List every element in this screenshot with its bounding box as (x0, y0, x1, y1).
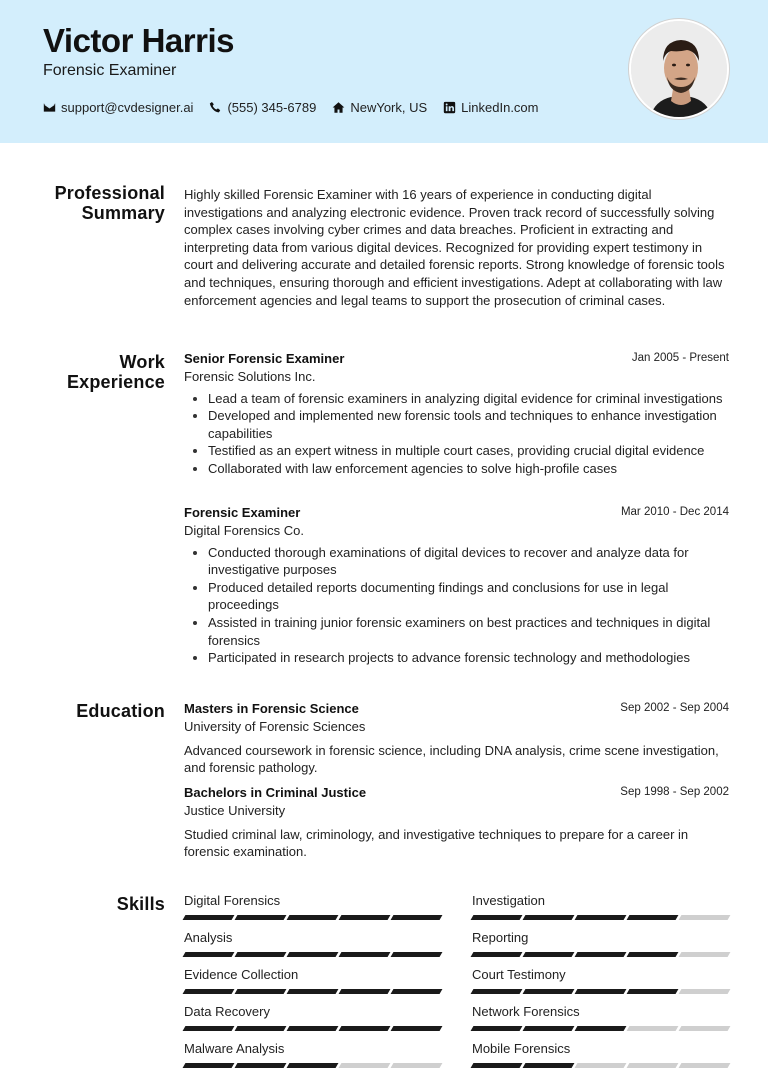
summary-text: Highly skilled Forensic Examiner with 16 years of experience in conducting digital investigations and analyzing electronic evidence. Proven track record of successfully solving complex cases involving cyber crimes and data breaches. Proficient in extracting and interpreting data from various digital devices. Recognized for providing expert testimony in court and delivering accurate and detailed forensic reports. Strong knowledge of forensic tools and techniques, ensuring thorough and efficient investigations. Adept at collaborating with law enforcement agencies and legal teams to support the prosecution of criminal cases. (184, 187, 725, 308)
job-company: Forensic Solutions Inc. (184, 369, 316, 384)
skill-segment-filled (235, 952, 287, 957)
skill-item (184, 893, 441, 909)
skill-segment-filled (471, 1063, 523, 1068)
skill-segment-filled (627, 989, 679, 994)
job-dates: Jan 2005 - Present (631, 352, 729, 364)
skill-segment-filled (287, 952, 339, 957)
degree-label: Bachelors in Criminal Justice (184, 785, 367, 800)
skill-segment-filled (287, 1063, 339, 1068)
skill-segment-empty (679, 1026, 731, 1031)
skill-name: Court Testimony (472, 967, 566, 982)
skill-segment-filled (523, 952, 575, 957)
skill-segment-filled (523, 1026, 575, 1031)
skill-segment-filled (235, 915, 287, 920)
skill-segment-empty (575, 1063, 627, 1068)
skill-level-bar (472, 952, 732, 957)
skill-segment-filled (471, 989, 523, 994)
skill-name: Reporting (472, 930, 529, 945)
job-entry (184, 350, 729, 478)
education-header (184, 784, 729, 801)
skills-heading: Skills (116, 894, 165, 914)
skill-name: Mobile Forensics (472, 1041, 571, 1056)
skill-item (472, 1004, 729, 1020)
skill-segment-filled (627, 915, 679, 920)
list-item: Developed and implemented new forensic tools and techniques to enhance investigation capabilities (208, 407, 729, 442)
summary-heading-line1: Professional (54, 183, 165, 203)
skill-level-bar (184, 1063, 444, 1068)
skill-item (184, 1041, 441, 1057)
education-heading: Education (76, 701, 165, 721)
list-item: Conducted thorough examinations of digital devices to recover and analyze data for investigative purposes (208, 544, 729, 579)
list-item: Lead a team of forensic examiners in analyzing digital evidence for criminal investigations (208, 390, 729, 408)
skill-level-bar (184, 915, 444, 920)
skill-level-bar (472, 915, 732, 920)
degree-label: Masters in Forensic Science (184, 701, 359, 716)
contact-location (332, 100, 427, 115)
linkedin-text: LinkedIn.com (461, 100, 539, 115)
skill-level-bar (472, 989, 732, 994)
skill-segment-filled (339, 915, 391, 920)
job-bullets (184, 544, 729, 667)
school-name: University of Forensic Sciences (184, 719, 366, 734)
skill-segment-filled (391, 915, 443, 920)
phone-text: (555) 345-6789 (227, 100, 317, 115)
education-dates: Sep 1998 - Sep 2002 (620, 786, 729, 798)
experience-heading-line1: Work (119, 352, 165, 372)
summary-heading-line2: Summary (81, 203, 165, 223)
skill-name: Analysis (184, 930, 233, 945)
envelope-icon (43, 101, 56, 114)
list-item: Assisted in training junior forensic examiners on best practices and techniques in digital forensics (208, 614, 729, 649)
list-item: Participated in research projects to advance forensic technology and methodologies (208, 649, 729, 667)
skill-segment-filled (287, 989, 339, 994)
school-name: Justice University (184, 803, 286, 818)
skill-segment-filled (183, 1063, 235, 1068)
job-title-label: Senior Forensic Examiner (184, 351, 345, 366)
skill-segment-filled (523, 989, 575, 994)
skill-segment-filled (235, 1026, 287, 1031)
skill-segment-filled (235, 1063, 287, 1068)
job-dates: Mar 2010 - Dec 2014 (620, 506, 729, 518)
skill-segment-filled (627, 952, 679, 957)
job-header (184, 350, 729, 367)
skill-segment-filled (391, 989, 443, 994)
education-description: Studied criminal law, criminology, and investigative techniques to prepare for a career in forensic examination. (184, 826, 689, 860)
skill-name: Investigation (472, 893, 545, 908)
profile-photo (631, 21, 729, 119)
job-entry (184, 504, 729, 667)
job-title: Forensic Examiner (43, 62, 177, 79)
job-title-label: Forensic Examiner (184, 505, 301, 520)
skill-segment-filled (339, 989, 391, 994)
education-description: Advanced coursework in forensic science, including DNA analysis, crime scene investigation, and forensic pathology. (184, 742, 719, 776)
skill-segment-filled (183, 915, 235, 920)
skill-segment-filled (575, 915, 627, 920)
skill-segment-filled (339, 1026, 391, 1031)
skill-item (184, 1004, 441, 1020)
avatar (629, 19, 729, 119)
skill-name: Digital Forensics (184, 893, 281, 908)
skill-item (472, 893, 729, 909)
home-icon (332, 101, 345, 114)
skill-segment-empty (391, 1063, 443, 1068)
linkedin-icon (443, 101, 456, 114)
skill-segment-empty (679, 989, 731, 994)
skill-segment-filled (471, 952, 523, 957)
skill-segment-empty (679, 1063, 731, 1068)
job-bullets (184, 390, 729, 478)
skill-item (472, 967, 729, 983)
skill-segment-empty (339, 1063, 391, 1068)
phone-icon (209, 101, 222, 114)
skill-level-bar (472, 1026, 732, 1031)
skill-segment-filled (391, 1026, 443, 1031)
job-company: Digital Forensics Co. (184, 523, 304, 538)
skill-segment-filled (183, 952, 235, 957)
location-text: NewYork, US (350, 100, 428, 115)
skill-segment-filled (235, 989, 287, 994)
skill-item (472, 930, 729, 946)
contact-phone[interactable] (209, 100, 316, 115)
skill-item (472, 1041, 729, 1057)
skill-segment-filled (287, 915, 339, 920)
skill-level-bar (184, 1026, 444, 1031)
skill-segment-filled (575, 952, 627, 957)
skill-segment-filled (287, 1026, 339, 1031)
experience-heading-line2: Experience (66, 372, 165, 392)
skill-segment-filled (183, 989, 235, 994)
skill-segment-filled (471, 915, 523, 920)
skill-segment-filled (523, 915, 575, 920)
skill-item (184, 930, 441, 946)
summary-heading (43, 183, 165, 223)
skill-level-bar (472, 1063, 732, 1068)
skill-segment-filled (575, 1026, 627, 1031)
candidate-name: Victor Harris (43, 22, 234, 59)
skill-segment-filled (391, 952, 443, 957)
skill-segment-empty (679, 952, 731, 957)
list-item: Produced detailed reports documenting findings and conclusions for use in legal proceedings (208, 579, 729, 614)
job-header (184, 504, 729, 521)
contact-linkedin[interactable] (443, 100, 538, 115)
list-item: Collaborated with law enforcement agencies to solve high-profile cases (208, 460, 729, 478)
skill-name: Data Recovery (184, 1004, 270, 1019)
skill-segment-filled (339, 952, 391, 957)
skill-segment-empty (627, 1026, 679, 1031)
skill-segment-empty (627, 1063, 679, 1068)
contact-email[interactable] (43, 100, 193, 115)
skill-item (184, 967, 441, 983)
skill-level-bar (184, 952, 444, 957)
resume-header (0, 0, 768, 143)
skill-level-bar (184, 989, 444, 994)
skill-segment-empty (679, 915, 731, 920)
education-dates: Sep 2002 - Sep 2004 (620, 702, 729, 714)
education-entry (184, 700, 729, 777)
skill-name: Malware Analysis (184, 1041, 285, 1056)
skill-name: Evidence Collection (184, 967, 299, 982)
education-header (184, 700, 729, 717)
skill-name: Network Forensics (472, 1004, 580, 1019)
education-entry (184, 784, 729, 861)
list-item: Testified as an expert witness in multiple court cases, providing crucial digital evidence (208, 442, 729, 460)
skill-segment-filled (523, 1063, 575, 1068)
experience-heading (43, 352, 165, 392)
skill-segment-filled (471, 1026, 523, 1031)
skill-segment-filled (183, 1026, 235, 1031)
contact-bar (43, 100, 555, 115)
skill-segment-filled (575, 989, 627, 994)
email-text: support@cvdesigner.ai (61, 100, 194, 115)
